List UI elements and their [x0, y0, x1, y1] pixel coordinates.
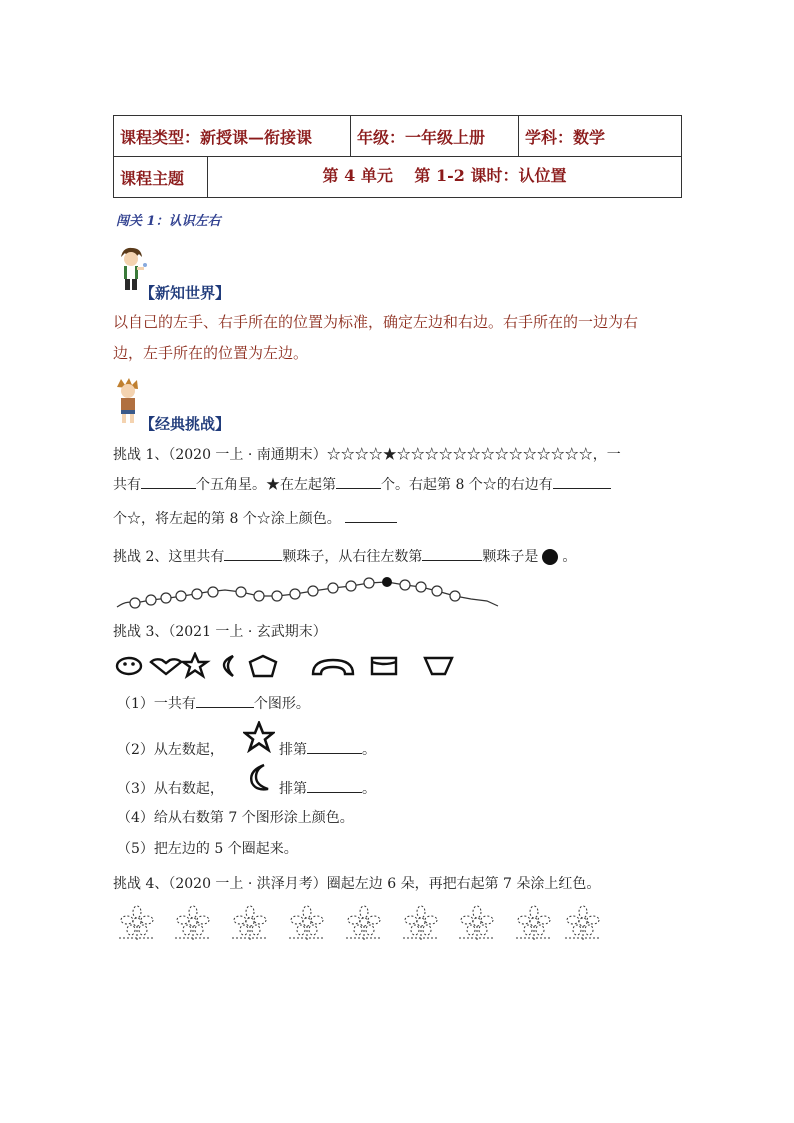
q2-text-b: 排第: [279, 742, 307, 758]
answer-blank[interactable]: [224, 546, 282, 561]
kid-avatar-icon: [113, 377, 143, 425]
q2-text-a: （2）从左数起，: [117, 742, 224, 758]
challenge2-text-c: 颗珠子是: [482, 549, 539, 565]
q3-text-a: （3）从右数起，: [117, 781, 224, 797]
challenge3-q4: （4）给从右数第 7 个图形涂上颜色。: [117, 810, 354, 826]
course-type-cell: 课程类型：新授课—衔接课: [114, 116, 351, 157]
challenge1-text-a: 共有: [113, 477, 141, 493]
course-header-table: [113, 115, 682, 198]
challenge2-text-b: 颗珠子，从右往左数第: [282, 549, 423, 565]
challenge3-q3-rest: [279, 778, 376, 798]
q1-text-b: 个图形。: [253, 696, 310, 712]
challenge3-q3: [117, 778, 224, 798]
section-challenge-title: 【经典挑战】: [140, 415, 231, 433]
topic-value-cell: 第 4 单元 第 1-2 课时：认位置: [208, 157, 682, 198]
challenge1-text-b: 个五角星。★在左起第: [196, 477, 336, 493]
star-shape-icon: [183, 654, 207, 676]
black-bead-icon: [542, 549, 558, 565]
q3-text-c: 。: [362, 781, 376, 797]
challenge2-text-a: 挑战 2、这里共有: [113, 549, 225, 565]
pentagon-shape-icon: [250, 656, 276, 676]
cylinder-shape-icon: [372, 658, 396, 674]
challenge2-line: [113, 546, 576, 566]
q3-text-b: 排第: [279, 781, 307, 797]
arch-shape-icon: [313, 660, 353, 674]
topic-label-cell: 课程主题: [114, 157, 208, 198]
answer-blank[interactable]: [336, 474, 381, 489]
challenge1-line1: 挑战 1、（2020 一上 · 南通期末）☆☆☆☆★☆☆☆☆☆☆☆☆☆☆☆☆☆☆，一: [113, 447, 621, 463]
challenge3-q1: [117, 693, 310, 713]
bead-string-figure: [115, 574, 500, 614]
challenge3-title: 挑战 3、（2021 一上 · 玄武期末）: [113, 624, 327, 640]
answer-blank[interactable]: [141, 474, 196, 489]
challenge1-line3: [113, 508, 397, 528]
crescent-shape-icon: [224, 656, 233, 676]
challenge1-line2: [113, 474, 611, 494]
challenge2-text-d: 。: [562, 549, 577, 565]
q1-text-a: （1）一共有: [117, 696, 196, 712]
challenge1-text-d: 个☆，将左起的第 8 个☆涂上颜色。: [113, 511, 341, 527]
section-new-knowledge-line2: 边，左手所在的位置为左边。: [113, 344, 309, 362]
grade-cell: 年级：一年级上册: [351, 116, 519, 157]
crescent-moon-icon: [246, 763, 272, 793]
challenge3-q2-rest: [279, 739, 376, 759]
smiley-shape-icon: [117, 658, 141, 674]
level-title: 闯关 1：认识左右: [116, 214, 221, 229]
challenge3-q5: （5）把左边的 5 个圈起来。: [117, 841, 298, 857]
section-new-knowledge-line1: 以自己的左手、右手所在的位置为标准，确定左边和右边。右手所在的一边为右: [113, 313, 639, 331]
star-outline-icon: [243, 721, 275, 753]
heart-shape-icon: [151, 659, 181, 674]
subject-cell: 学科：数学: [519, 116, 682, 157]
answer-blank[interactable]: [307, 739, 362, 754]
section-new-knowledge-title: 【新知世界】: [140, 284, 231, 302]
trapezoid-shape-icon: [425, 658, 452, 674]
answer-blank[interactable]: [422, 546, 482, 561]
shape-row-figure: [115, 652, 455, 680]
answer-blank[interactable]: [307, 778, 362, 793]
answer-blank[interactable]: [553, 474, 611, 489]
challenge3-q2: [117, 739, 224, 759]
flower-row-figure: [115, 902, 605, 946]
challenge4-text: 挑战 4、（2020 一上 · 洪泽月考）圈起左边 6 朵，再把右起第 7 朵涂上红色。: [113, 876, 601, 892]
challenge1-text-c: 个。右起第 8 个☆的右边有: [381, 477, 553, 493]
answer-blank[interactable]: [345, 508, 397, 523]
answer-blank[interactable]: [196, 693, 254, 708]
q2-text-c: 。: [362, 742, 376, 758]
